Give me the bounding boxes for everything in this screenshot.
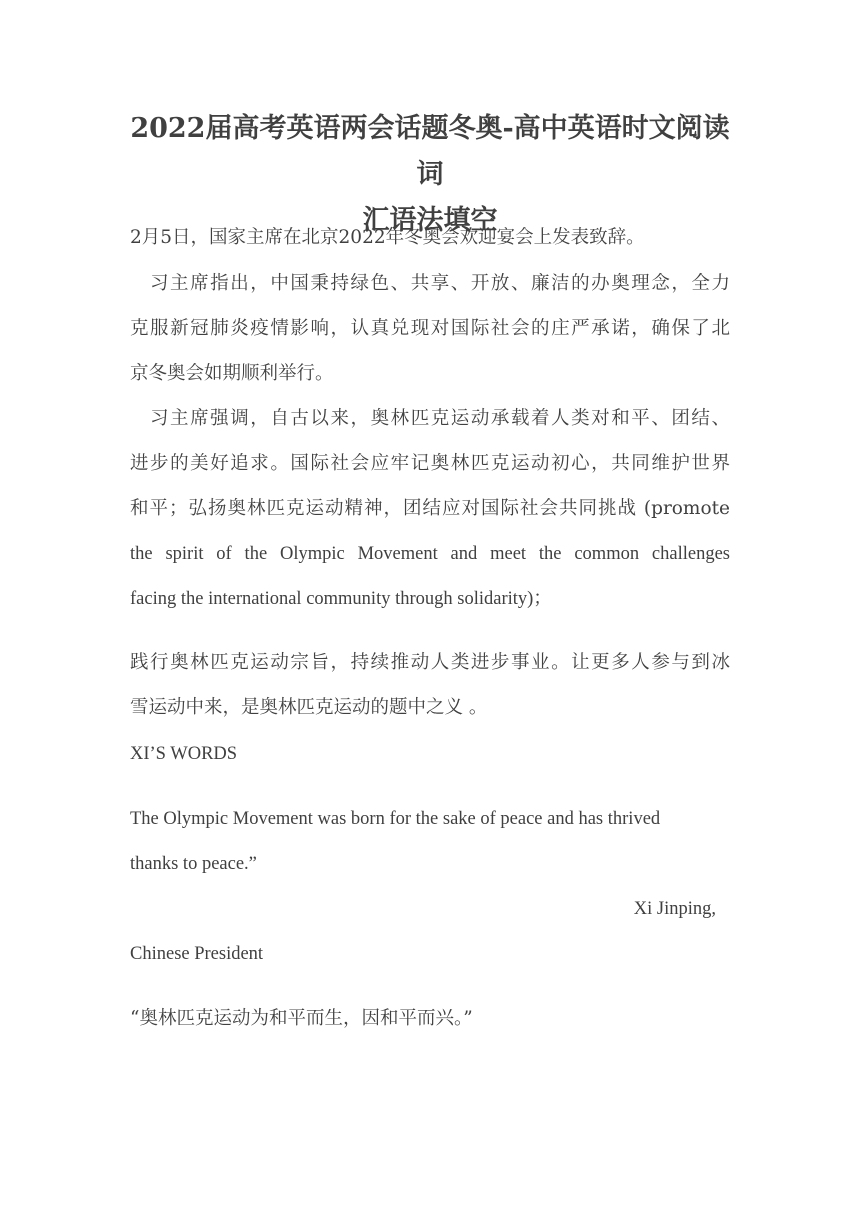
paragraph-line: 习主席指出，中国秉持绿色、共享、开放、廉洁的办奥理念，全力: [150, 273, 730, 294]
paragraph-line: 雪运动中来，是奥林匹克运动的题中之义 。: [130, 697, 488, 718]
document-title: [130, 106, 730, 244]
paragraph-line: 习主席强调，自古以来，奥林匹克运动承载着人类对和平、团结、: [150, 408, 730, 429]
quote-attribution-name: Xi Jinping,: [633, 899, 716, 919]
paragraph-line: 践行奥林匹克运动宗旨，持续推动人类进步事业。让更多人参与到冰: [130, 652, 730, 673]
section-heading: XI’S WORDS: [130, 744, 238, 764]
paragraph-line: 京冬奥会如期顺利举行。: [130, 363, 334, 384]
quote-line: The Olympic Movement was born for the sake of peace and has thrived: [130, 809, 661, 829]
paragraph-line: facing the international community through solidarity)；: [130, 589, 552, 609]
paragraph-line: 和平；弘扬奥林匹克运动精神，团结应对国际社会共同挑战 (promote: [130, 498, 730, 519]
paragraph-line: the spirit of the Olympic Movement and meet the common challenges: [130, 544, 730, 564]
paragraph-line: 进步的美好追求。国际社会应牢记奥林匹克运动初心，共同维护世界: [130, 453, 730, 474]
title-line-1: 2022届高考英语两会话题冬奥-高中英语时文阅读词: [130, 113, 730, 190]
quote-line: thanks to peace.”: [130, 854, 257, 874]
title-line-2: 汇语法填空: [362, 205, 498, 236]
quote-attribution-title: Chinese President: [130, 944, 264, 964]
paragraph-line: 克服新冠肺炎疫情影响，认真兑现对国际社会的庄严承诺，确保了北: [130, 318, 730, 339]
paragraph-date-line: 2月5日，国家主席在北京2022年冬奥会欢迎宴会上发表致辞。: [130, 227, 645, 248]
chinese-quote: “奥林匹克运动为和平而生，因和平而兴。”: [130, 1008, 473, 1029]
